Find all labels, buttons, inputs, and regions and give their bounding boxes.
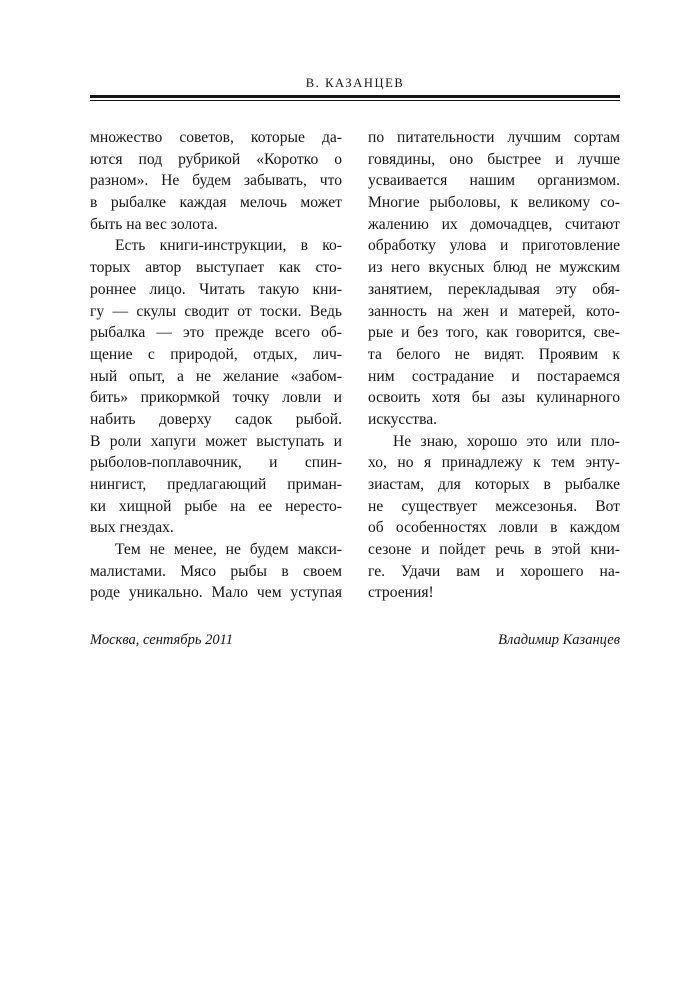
text-line: рыбалка — это прежде всего об-	[90, 324, 342, 342]
text-line: В роли хапуги может выступать и	[90, 432, 342, 450]
text-line: Есть книги-инструкции, в ко-	[115, 237, 342, 255]
text-line: множество советов, которые да-	[90, 129, 342, 146]
text-line: ются под рубрикой «Коротко о	[90, 150, 342, 168]
text-line: Многие рыболовы, к великому со-	[368, 194, 620, 212]
text-line: из него вкусных блюд не мужским	[368, 259, 620, 277]
text-line: занятием, перекладывая эту обя-	[368, 280, 620, 298]
text-line: малистами. Мясо рыбы в своем	[90, 562, 342, 580]
text-line: рые и без того, как говорится, све-	[368, 324, 620, 342]
text-line: ге. Удачи вам и хорошего на-	[368, 562, 620, 580]
text-line: по питательности лучшим сортам	[368, 129, 620, 146]
text-line: усваивается нашим организмом.	[368, 172, 620, 190]
text-line: торых автор выступает как сто-	[90, 259, 342, 277]
text-line: щение с природой, отдых, лич-	[90, 345, 342, 363]
text-line: разном». Не будем забывать, что	[90, 172, 342, 190]
text-line: говядины, оно быстрее и лучше	[368, 150, 620, 168]
text-line: роде уникально. Мало чем уступая	[90, 584, 342, 602]
text-line: занность на жен и матерей, кото-	[368, 302, 620, 320]
text-line: набить доверху садок рыбой.	[90, 410, 342, 428]
text-line: ный опыт, а не желание «забом-	[90, 367, 342, 385]
text-line: ки хищной рыбе на ее нересто-	[90, 497, 342, 515]
right-column	[368, 127, 620, 604]
text-line: освоить хотя бы азы кулинарного	[368, 389, 620, 407]
text-line: ним сострадание и постараемся	[368, 367, 620, 385]
text-line: быть на вес золота.	[90, 215, 218, 233]
header-rule-thin	[90, 100, 620, 101]
text-line: рыболов-поплавочник, и спин-	[90, 454, 342, 472]
text-line: сезоне и пойдет речь в этой кни-	[368, 541, 620, 559]
signature-author: Владимир Казанцев	[498, 632, 620, 648]
text-line: бить» прикормкой точку ловли и	[90, 389, 342, 407]
text-line: гу — скулы сводит от тоски. Ведь	[90, 302, 342, 320]
text-line: хо, но я принадлежу к тем энту-	[368, 454, 620, 472]
text-line: обработку улова и приготовление	[368, 237, 620, 255]
text-line: в рыбалке каждая мелочь может	[90, 194, 342, 212]
text-line: об особенностях ловли в каждом	[368, 519, 620, 537]
text-line: не существует межсезонья. Вот	[368, 497, 620, 515]
text-line: роннее лицо. Читать такую кни-	[90, 280, 342, 298]
text-line: вых гнездах.	[90, 519, 174, 537]
text-line: та белого не видят. Проявим к	[368, 345, 620, 363]
text-line: Не знаю, хорошо это или пло-	[393, 432, 620, 450]
text-line: строения!	[368, 584, 434, 602]
signature-place-date: Москва, сентябрь 2011	[90, 632, 233, 648]
text-line: жалению их домочадцев, считают	[368, 215, 620, 233]
text-line: нингист, предлагающий приман-	[90, 476, 342, 493]
text-line: искусства.	[368, 410, 438, 428]
left-column	[90, 127, 342, 604]
header-rule-thick	[90, 95, 620, 98]
running-head: В. КАЗАНЦЕВ	[305, 76, 405, 90]
text-line: Тем не менее, не будем макси-	[115, 541, 342, 559]
text-line: зиастам, для которых в рыбалке	[368, 476, 620, 493]
